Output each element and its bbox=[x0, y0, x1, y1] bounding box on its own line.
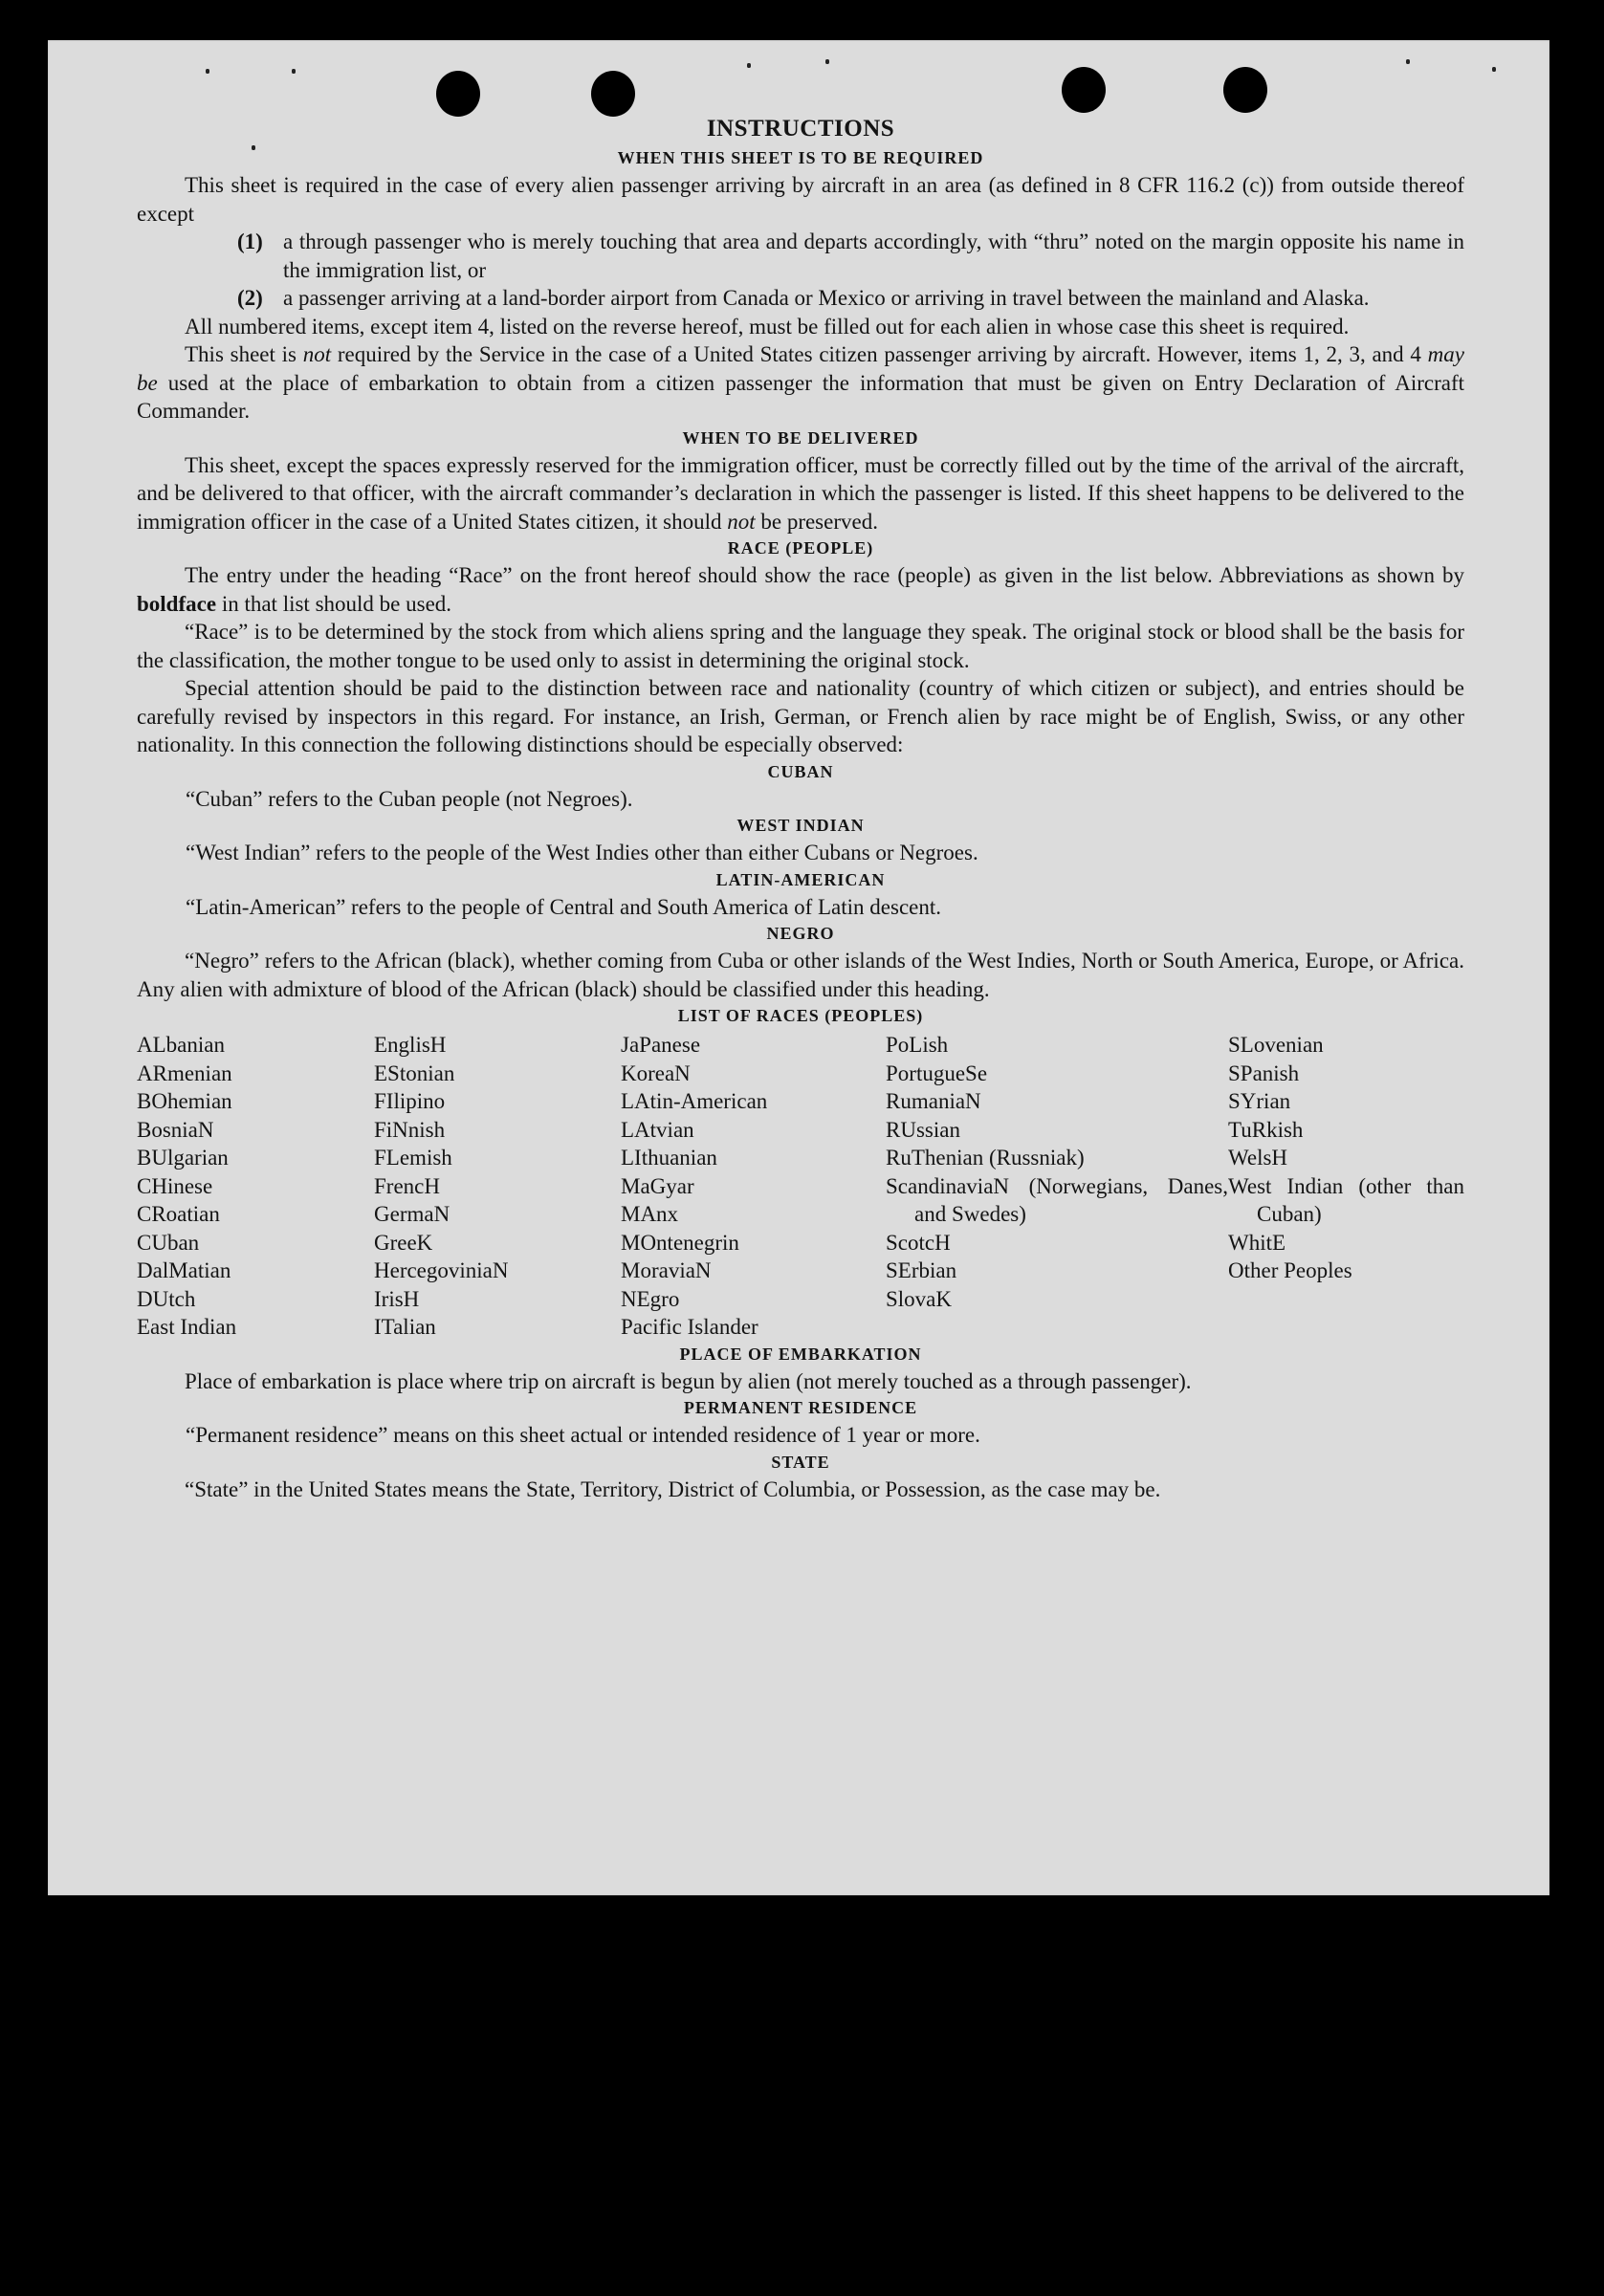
race-entry: East Indian bbox=[137, 1315, 237, 1339]
race-entry: PortugueSe bbox=[886, 1061, 988, 1085]
race-entry: EStonian bbox=[374, 1061, 455, 1085]
section-heading-embarkation: PLACE OF EMBARKATION bbox=[679, 1344, 922, 1364]
item-text: a through passenger who is merely touching that area and departs accordingly, with “thru” noted on the margin opposite his name in the immigration list, or bbox=[283, 230, 1464, 282]
paragraph bbox=[137, 451, 1464, 536]
section-heading-when-delivered: WHEN TO BE DELIVERED bbox=[682, 427, 919, 448]
race-entry: SYrian bbox=[1228, 1089, 1291, 1113]
definition: “Latin-American” refers to the people of Central and South America of Latin descent. bbox=[186, 894, 941, 919]
race-entry: LAtvian bbox=[621, 1117, 694, 1142]
race-entry: EnglisH bbox=[374, 1033, 447, 1057]
race-entry: DUtch bbox=[137, 1286, 196, 1311]
race-entry: PoLish bbox=[886, 1033, 949, 1057]
definition: “Cuban” refers to the Cuban people (not Negroes). bbox=[186, 786, 633, 811]
race-entry: KoreaN bbox=[621, 1061, 691, 1085]
race-entry: MOntenegrin bbox=[621, 1230, 739, 1255]
race-entry: SlovaK bbox=[886, 1286, 952, 1311]
race-entry: MAnx bbox=[621, 1202, 679, 1226]
section-heading-list-of-races: LIST OF RACES (PEOPLES) bbox=[677, 1006, 924, 1025]
item-text: a passenger arriving at a land-border airport from Canada or Mexico or arriving in travel between the mainland and Alaska. bbox=[283, 286, 1370, 310]
bold-text: boldface bbox=[137, 591, 217, 616]
race-entry: ALbanian bbox=[137, 1033, 225, 1057]
paragraph: All numbered items, except item 4, listed on the reverse hereof, must be filled out for each alien in whose case this sheet is required. bbox=[185, 314, 1350, 339]
section-heading-when-required: WHEN THIS SHEET IS TO BE REQUIRED bbox=[617, 148, 984, 167]
race-entry: TuRkish bbox=[1228, 1117, 1304, 1142]
race-entry: SLovenian bbox=[1228, 1033, 1324, 1057]
paragraph: “Race” is to be determined by the stock from which aliens spring and the language they speak. The original stock or blood shall be the basis for the classification, the mother tongue to be used only to assist in determining the original stock. bbox=[137, 620, 1464, 672]
race-entry: CUban bbox=[137, 1230, 200, 1255]
emphasis: not bbox=[727, 509, 756, 534]
definition: “Permanent residence” means on this sheet actual or intended residence of 1 year or more. bbox=[186, 1423, 980, 1447]
race-entry: IrisH bbox=[374, 1286, 420, 1311]
text-run: used at the place of embarkation to obtain from a citizen passenger the information that must be given on Entry Declaration of Aircraft Commander. bbox=[137, 370, 1464, 423]
races-column bbox=[137, 1031, 374, 1342]
race-entry: GreeK bbox=[374, 1230, 433, 1255]
speck bbox=[825, 59, 829, 64]
page-title: INSTRUCTIONS bbox=[706, 116, 895, 142]
speck bbox=[1492, 67, 1496, 72]
punch-hole bbox=[1223, 67, 1267, 113]
race-entry: FrencH bbox=[374, 1173, 440, 1198]
text-run: required by the Service in the case of a United States citizen passenger arriving by aircraft. However, items 1, 2, 3, and 4 bbox=[331, 342, 1428, 366]
emphasis: not bbox=[302, 342, 332, 366]
speck bbox=[1406, 59, 1410, 64]
section-heading-state: STATE bbox=[771, 1452, 830, 1472]
race-entry: DalMatian bbox=[137, 1258, 231, 1282]
section-heading-west-indian: WEST INDIAN bbox=[736, 816, 865, 835]
race-entry: LIthuanian bbox=[621, 1146, 717, 1170]
race-entry: ITalian bbox=[374, 1315, 436, 1339]
race-entry: BUlgarian bbox=[137, 1146, 229, 1170]
paragraph: Special attention should be paid to the distinction between race and nationality (country of which citizen or subject), and entries should be carefully revised by inspectors in this regard. For instance, an Irish, German, or French alien by race might be of English, Swiss, or any other nationality. In this connection the following distinctions should be especially observed: bbox=[137, 676, 1464, 756]
text-run: The entry under the heading “Race” on the front hereof should show the race (people) as given in the list below. Abbreviations as shown by bbox=[185, 563, 1464, 587]
race-entry: BosniaN bbox=[137, 1117, 214, 1142]
text-run: be preserved. bbox=[755, 509, 878, 534]
races-column bbox=[1228, 1031, 1464, 1342]
paragraph: Place of embarkation is place where trip on aircraft is begun by alien (not merely touched as a through passenger). bbox=[185, 1368, 1192, 1393]
race-entry: GermaN bbox=[374, 1202, 450, 1226]
race-entry: ScandinaviaN (Norwegians, Danes, and Swedes) bbox=[886, 1173, 1228, 1226]
paragraph: “Negro” refers to the African (black), whether coming from Cuba or other islands of the West Indies, North or South America, Europe, or Africa. Any alien with admixture of blood of the African (black) should be classified under this heading. bbox=[137, 949, 1464, 1001]
race-entry: RumaniaN bbox=[886, 1089, 981, 1113]
race-entry: RUssian bbox=[886, 1117, 960, 1142]
race-entry: Other Peoples bbox=[1228, 1258, 1352, 1282]
race-entry: RuThenian (Russniak) bbox=[886, 1146, 1085, 1170]
race-entry: CRoatian bbox=[137, 1202, 220, 1226]
punch-hole bbox=[436, 71, 480, 117]
item-number: (1) bbox=[237, 230, 263, 253]
section-heading-cuban: CUBAN bbox=[767, 761, 834, 781]
race-entry: JaPanese bbox=[621, 1033, 701, 1057]
speck bbox=[292, 69, 296, 74]
races-column bbox=[621, 1031, 886, 1342]
paragraph bbox=[137, 340, 1464, 426]
punch-hole bbox=[591, 71, 635, 117]
text-run: in that list should be used. bbox=[216, 591, 452, 616]
race-entry: ScotcH bbox=[886, 1230, 951, 1255]
text-run: This sheet, except the spaces expressly reserved for the immigration officer, must be correctly filled out by the time of the arrival of the aircraft, and be delivered to that officer, with the aircraft commander’s declaration in which the passenger is listed. If this sheet happens to be delivered to the immigration officer in the case of a United States citizen, it should bbox=[137, 452, 1464, 534]
race-entry: CHinese bbox=[137, 1173, 213, 1198]
race-entry: BOhemian bbox=[137, 1089, 232, 1113]
speck bbox=[747, 63, 751, 68]
emphasis: may be bbox=[137, 342, 1464, 395]
item-number: (2) bbox=[237, 286, 263, 310]
race-entry: MaGyar bbox=[621, 1173, 694, 1198]
list-item bbox=[237, 228, 1464, 284]
paragraph: This sheet is required in the case of every alien passenger arriving by aircraft in an area (as defined in 8 CFR 116.2 (c)) from outside thereof except bbox=[137, 173, 1464, 226]
paragraph bbox=[137, 561, 1464, 618]
section-heading-race: RACE (PEOPLE) bbox=[727, 538, 874, 558]
speck bbox=[206, 69, 209, 74]
list-item bbox=[237, 284, 1464, 313]
section-heading-negro: NEGRO bbox=[766, 924, 835, 943]
race-entry: WhitE bbox=[1228, 1230, 1286, 1255]
race-entry: West Indian (other than Cuban) bbox=[1228, 1173, 1464, 1226]
race-entry: FiNnish bbox=[374, 1117, 446, 1142]
paragraph: “State” in the United States means the State, Territory, District of Columbia, or Possession, as the case may be. bbox=[185, 1476, 1161, 1501]
races-column bbox=[886, 1031, 1228, 1342]
definition: “West Indian” refers to the people of the West Indies other than either Cubans or Negroes. bbox=[186, 841, 978, 864]
races-column bbox=[374, 1031, 621, 1342]
section-heading-permanent-residence: PERMANENT RESIDENCE bbox=[683, 1398, 918, 1417]
race-entry: Pacific Islander bbox=[621, 1315, 758, 1339]
document-sheet bbox=[48, 40, 1549, 1895]
race-entry: NEgro bbox=[621, 1286, 680, 1311]
race-entry: HercegoviniaN bbox=[374, 1258, 509, 1282]
race-entry: MoraviaN bbox=[621, 1258, 712, 1282]
instructions-content bbox=[137, 113, 1464, 1503]
race-entry: ARmenian bbox=[137, 1061, 232, 1085]
punch-hole bbox=[1062, 67, 1106, 113]
race-entry: FLemish bbox=[374, 1146, 452, 1170]
section-heading-latin-american: LATIN-AMERICAN bbox=[715, 869, 886, 889]
text-run: This sheet is bbox=[185, 342, 303, 366]
races-table bbox=[137, 1031, 1464, 1342]
race-entry: SPanish bbox=[1228, 1061, 1300, 1085]
race-entry: WelsH bbox=[1228, 1146, 1288, 1170]
race-entry: FIlipino bbox=[374, 1089, 446, 1113]
race-entry: LAtin-American bbox=[621, 1089, 768, 1113]
race-entry: SErbian bbox=[886, 1258, 957, 1282]
